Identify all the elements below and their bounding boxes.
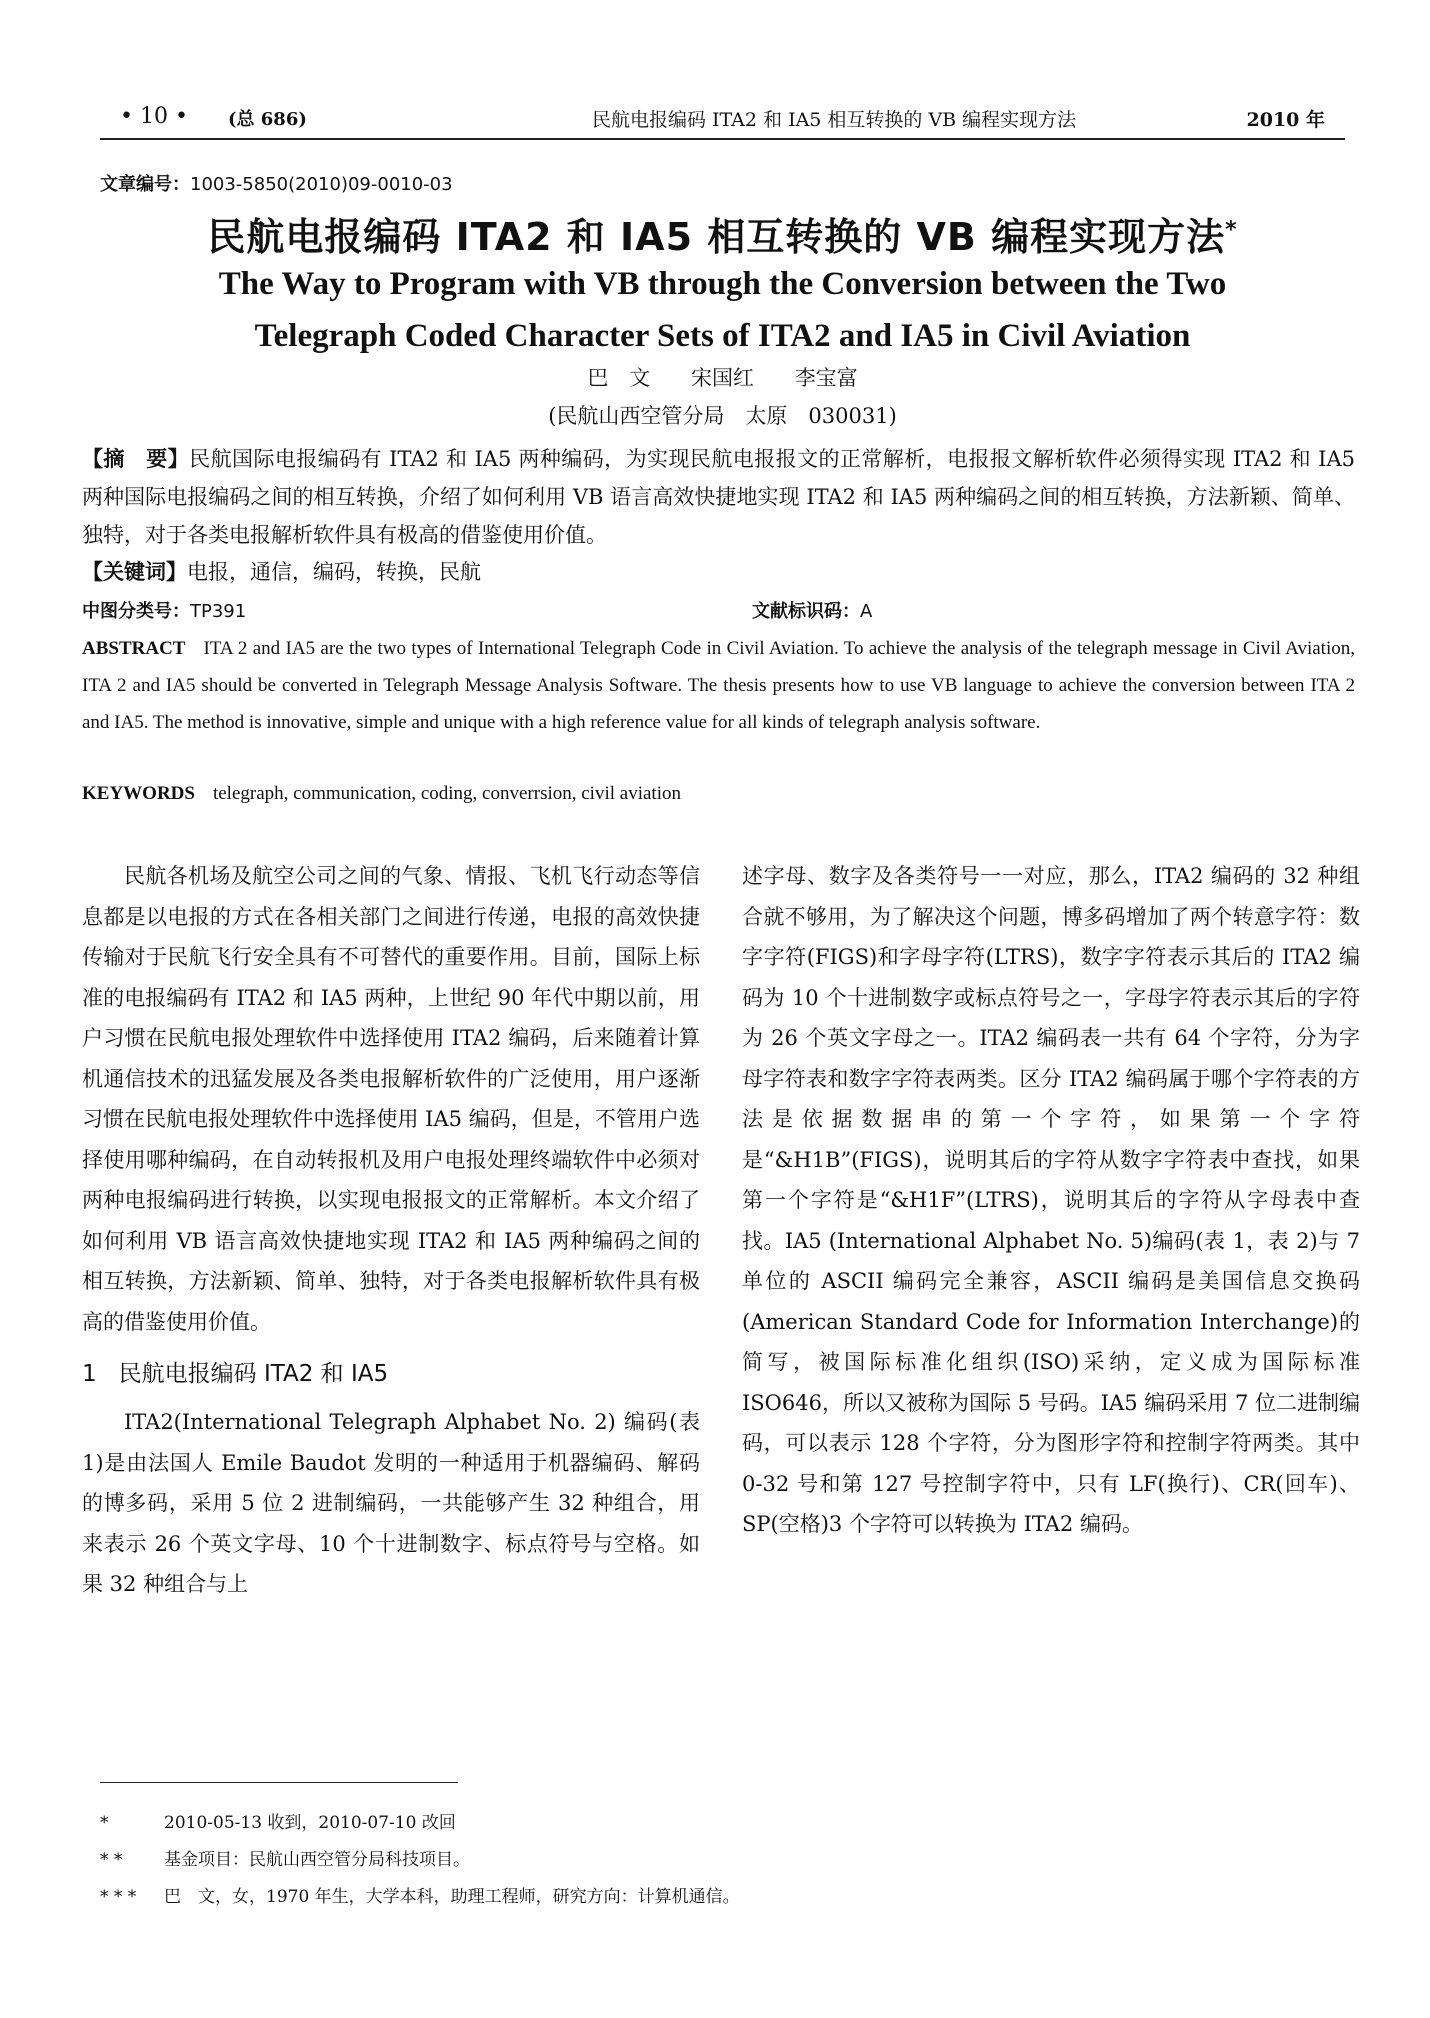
total-page-number: (总 686) xyxy=(228,109,307,130)
section-paragraph: ITA2(International Telegraph Alphabet No. 2) 编码(表 1)是由法国人 Emile Baudot 发明的一种适用于机器编码、解码的博多码，采用 5 位 2 进制编码，一共能够产生 32 种组合，用来表示 26 个英文字母、10 个十进制数字、标点符号与空格。如果 32 种组合与上 xyxy=(82,1410,700,1596)
classification-number xyxy=(82,597,246,623)
keywords-english-text: telegraph, communication, coding, converrsion, civil aviation xyxy=(212,783,681,804)
running-header xyxy=(100,98,1345,140)
keywords-english-label: KEYWORDS xyxy=(82,783,195,804)
abstract-english-text: ITA 2 and IA5 are the two types of International Telegraph Code in Civil Aviation. To achieve the analysis of the telegraph message in Civil Aviation, ITA 2 and IA5 should be converted in Telegraph Message Analysis Software. The thesis presents how to use VB language to achieve the conversion between ITA 2 and IA5. The method is innovative, simple and unique with a high reference value for all kinds of telegraph analysis software. xyxy=(82,638,1355,733)
continued-paragraph: 述字母、数字及各类符号一一对应，那么，ITA2 编码的 32 种组合就不够用，为了解决这个问题，博多码增加了两个转意字符：数字字符(FIGS)和字母字符(LTRS)，数字字符表示其后的 ITA2 编码为 10 个十进制数字或标点符号之一，字母字符表示其后的字符为 26 个英文字母之一。ITA2 编码表一共有 64 个字符，分为字母字符表和数字字符表两类。区分 ITA2 编码属于哪个字符表的方法是依据数据串的第一个字符，如果第一个字符是“&H1B”(FIGS)，说明其后的字符从数字字符表中查找，如果第一个字符是“&H1F”(LTRS)，说明其后的字符从字母表中查找。IA5 (International Alphabet No. 5)编码(表 1，表 2)与 7 单位的 ASCII 编码完全兼容，ASCII 编码是美国信息交换码(American Standard Code for Information Interchange)的简写，被国际标准化组织(ISO)采纳，定义成为国际标准 ISO646，所以又被称为国际 5 号码。IA5 编码采用 7 位二进制编码，可以表示 128 个字符，分为图形字符和控制字符两类。其中 0-32 号和第 127 号控制字符中，只有 LF(换行)、CR(回车)、SP(空格)3 个字符可以转换为 ITA2 编码。 xyxy=(742,864,1360,1536)
body-left-column xyxy=(82,856,700,1605)
footnote-mark: * xyxy=(100,1813,109,1833)
abstract-english xyxy=(82,630,1355,741)
author-affiliation: (民航山西空管分局 太原 030031) xyxy=(548,404,897,428)
title-chinese xyxy=(100,206,1345,261)
document-code xyxy=(752,597,872,623)
abstract-chinese-text: 民航国际电报编码有 ITA2 和 IA5 两种编码，为实现民航电报报文的正常解析，电报报文解析软件必须得实现 ITA2 和 IA5 两种国际电报编码之间的相互转换，介绍了如何利用 VB 语言高效快捷地实现 ITA2 和 IA5 两种编码之间的相互转换，方法新颖、简单、独特，对于各类电报解析软件具有极高的借鉴使用价值。 xyxy=(82,447,1355,547)
footnote xyxy=(100,1805,740,1842)
page-number: • 10 • xyxy=(120,104,188,129)
footnote-mark: * * * xyxy=(100,1887,137,1907)
section-number: 1 xyxy=(82,1361,97,1387)
section-heading xyxy=(82,1354,700,1394)
footnote-rule xyxy=(100,1782,458,1783)
classification-value: TP391 xyxy=(190,601,247,622)
footnote-mark: * * xyxy=(100,1850,123,1870)
footnote-text: 巴 文，女，1970 年生，大学本科，助理工程师，研究方向：计算机通信。 xyxy=(164,1887,740,1907)
section-title: 民航电报编码 ITA2 和 IA5 xyxy=(118,1361,389,1387)
author-list xyxy=(100,362,1345,392)
footnotes xyxy=(100,1805,740,1916)
article-id-label: 文章编号： xyxy=(100,174,190,195)
document-code-label: 文献标识码： xyxy=(752,601,860,622)
document-code-value: A xyxy=(860,601,873,622)
classification-label: 中图分类号： xyxy=(82,601,190,622)
abstract-english-label: ABSTRACT xyxy=(82,638,186,659)
author-name: 巴 文 xyxy=(587,366,651,390)
abstract-chinese xyxy=(82,440,1355,554)
keywords-chinese-text: 电报，通信，编码，转换，民航 xyxy=(187,560,481,584)
author-name: 李宝富 xyxy=(794,366,858,390)
footnote-text: 基金项目：民航山西空管分局科技项目。 xyxy=(164,1850,470,1870)
intro-paragraph: 民航各机场及航空公司之间的气象、情报、飞机飞行动态等信息都是以电报的方式在各相关部门之间进行传递，电报的高效快捷传输对于民航飞行安全具有不可替代的重要作用。目前，国际上标准的电报编码有 ITA2 和 IA5 两种，上世纪 90 年代中期以前，用户习惯在民航电报处理软件中选择使用 ITA2 编码，后来随着计算机通信技术的迅猛发展及各类电报解析软件的广泛使用，用户逐渐习惯在民航电报处理软件中选择使用 IA5 编码，但是，不管用户选择使用哪种编码，在自动转报机及用户电报处理终端软件中必须对两种电报编码进行转换，以实现电报报文的正常解析。本文介绍了如何利用 VB 语言高效快捷地实现 ITA2 和 IA5 两种编码之间的相互转换，方法新颖、简单、独特，对于各类电报解析软件具有极高的借鉴使用价值。 xyxy=(82,864,700,1334)
article-id-value: 1003-5850(2010)09-0010-03 xyxy=(190,174,453,195)
abstract-chinese-label: 【摘 要】 xyxy=(82,447,190,471)
title-english-line-1: The Way to Program with VB through the Conversion between the Two xyxy=(218,266,1227,302)
footnote xyxy=(100,1842,740,1879)
article-id xyxy=(100,170,453,196)
author-name: 宋国红 xyxy=(691,366,754,390)
footnote xyxy=(100,1879,740,1916)
title-chinese-text: 民航电报编码 ITA2 和 IA5 相互转换的 VB 编程实现方法 xyxy=(207,215,1226,259)
body-right-column xyxy=(742,856,1360,1545)
title-english-line-2: Telegraph Coded Character Sets of ITA2 and IA5 in Civil Aviation xyxy=(254,318,1191,354)
keywords-english xyxy=(82,783,681,805)
footnote-text: 2010-05-13 收到，2010-07-10 改回 xyxy=(164,1813,456,1833)
running-title: 民航电报编码 ITA2 和 IA5 相互转换的 VB 编程实现方法 xyxy=(592,109,1077,131)
keywords-chinese-label: 【关键词】 xyxy=(82,560,187,584)
title-english xyxy=(100,258,1345,362)
keywords-chinese xyxy=(82,556,481,586)
issue-year: 2010 年 xyxy=(1246,109,1325,131)
title-footnote-mark: * xyxy=(1225,217,1238,243)
